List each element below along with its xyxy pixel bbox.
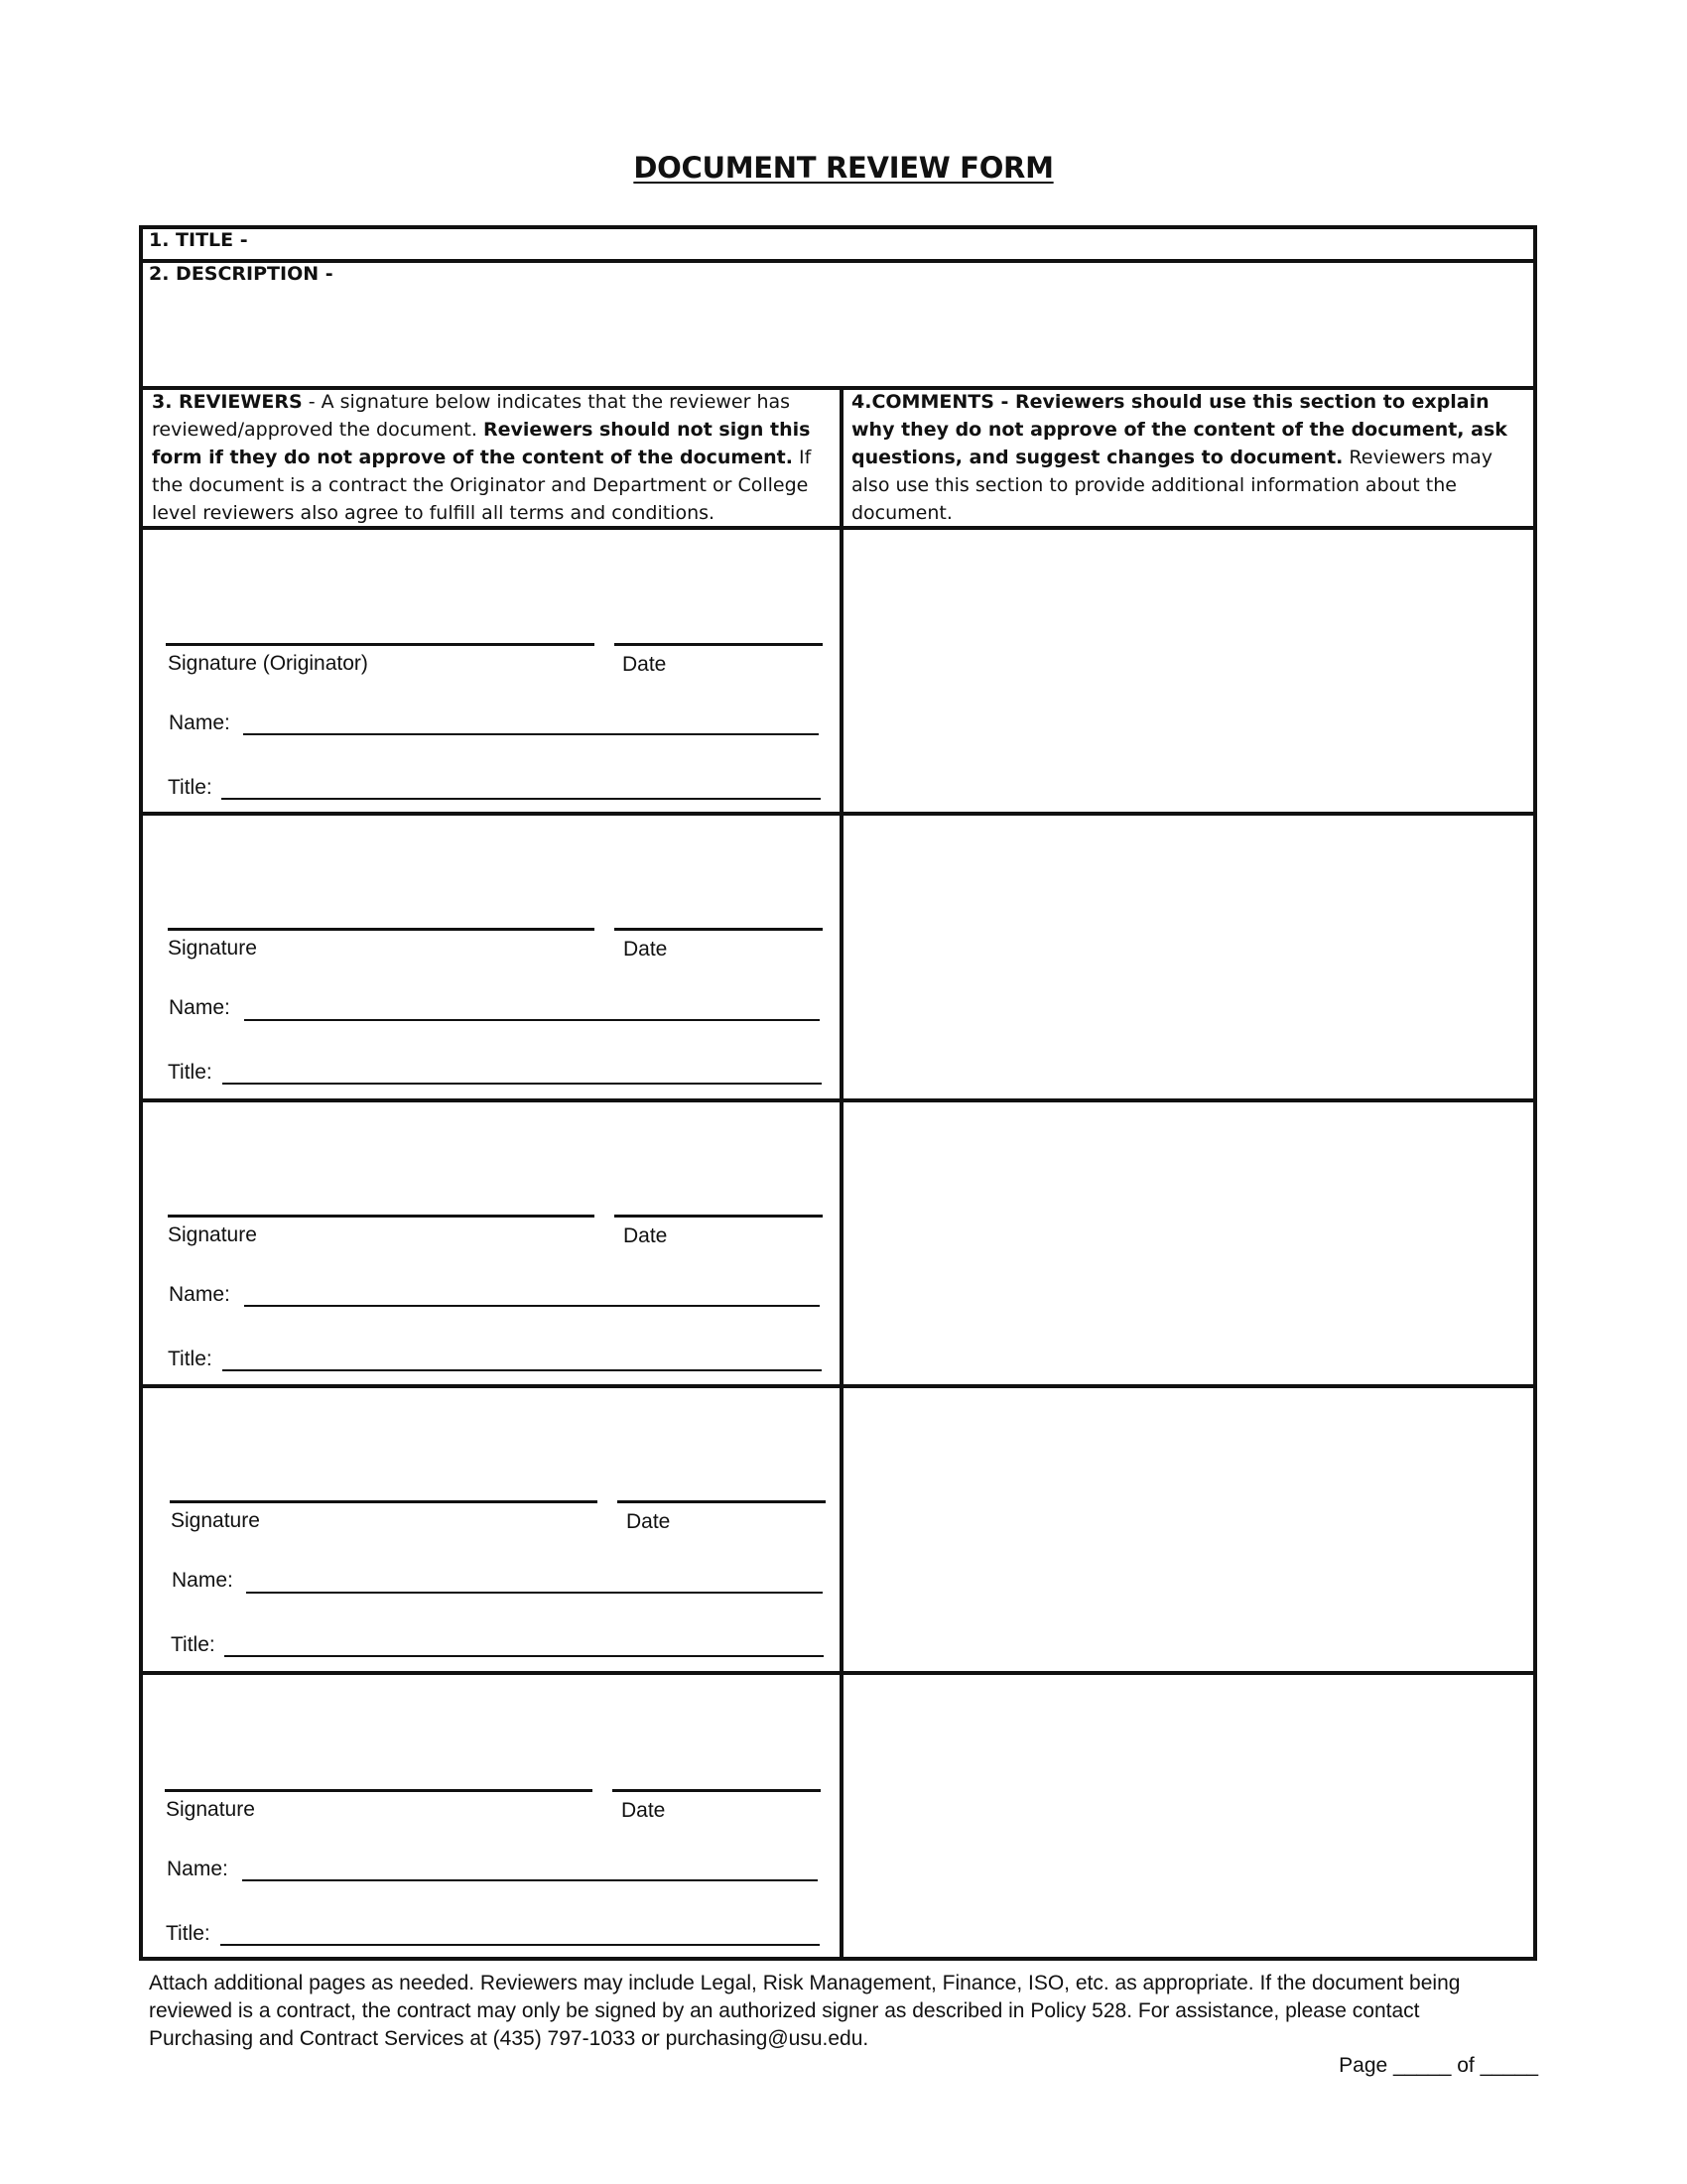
comments-field[interactable] bbox=[845, 532, 1530, 808]
date-line[interactable] bbox=[614, 643, 823, 646]
signature-line[interactable] bbox=[170, 1500, 597, 1503]
name-field[interactable] bbox=[244, 1305, 820, 1307]
description-label: 2. DESCRIPTION - bbox=[149, 263, 333, 285]
date-label: Date bbox=[626, 1510, 671, 1533]
date-line[interactable] bbox=[614, 928, 823, 931]
title-field-label: Title: bbox=[168, 1061, 212, 1084]
signature-label: Signature bbox=[168, 1223, 257, 1246]
title-field[interactable] bbox=[222, 1369, 822, 1371]
date-label: Date bbox=[621, 1799, 666, 1822]
title-field[interactable] bbox=[222, 1083, 822, 1085]
reviewers-heading: 3. REVIEWERS bbox=[152, 391, 303, 413]
signature-line[interactable] bbox=[166, 643, 594, 646]
name-label: Name: bbox=[172, 1569, 233, 1592]
block-divider bbox=[139, 1384, 1537, 1388]
name-field[interactable] bbox=[246, 1592, 823, 1594]
block-divider bbox=[139, 1671, 1537, 1675]
title-field-label: Title: bbox=[168, 1348, 212, 1370]
description-field[interactable] bbox=[149, 292, 1528, 385]
page-title: DOCUMENT REVIEW FORM bbox=[633, 151, 1054, 185]
block-divider bbox=[139, 812, 1537, 816]
title-field[interactable] bbox=[221, 798, 821, 800]
signature-line[interactable] bbox=[165, 1789, 592, 1792]
name-label: Name: bbox=[169, 996, 230, 1019]
title-field-label: Title: bbox=[166, 1922, 210, 1945]
title-field[interactable] bbox=[224, 1655, 824, 1657]
header-divider bbox=[139, 526, 1537, 530]
signature-label: Signature bbox=[168, 937, 257, 960]
date-label: Date bbox=[623, 938, 668, 961]
signature-line[interactable] bbox=[168, 928, 594, 931]
title-label: 1. TITLE - bbox=[149, 229, 248, 251]
date-line[interactable] bbox=[617, 1500, 826, 1503]
date-line[interactable] bbox=[614, 1215, 823, 1218]
title-field-label: Title: bbox=[171, 1633, 215, 1656]
signature-label: Signature bbox=[166, 1798, 255, 1821]
name-label: Name: bbox=[169, 1283, 230, 1306]
name-label: Name: bbox=[167, 1858, 228, 1880]
comments-instructions: 4.COMMENTS - Reviewers should use this section to explain why they do not approve of the content of the document, ask questions, and suggest changes to document. Reviewers may also use this section to provide additional information about the document. bbox=[851, 391, 1507, 524]
comments-heading: 4.COMMENTS bbox=[851, 391, 994, 413]
title-divider bbox=[139, 259, 1537, 263]
title-field-label: Title: bbox=[168, 776, 212, 799]
footer-note: Attach additional pages as needed. Reviewers may include Legal, Risk Management, Finance, ISO, etc. as appropriate. If the document being reviewed is a contract, the contract may only be signed by an authorized signer as described in Policy 528. For assistance, please contact Purchasing and Contract Services at (435) 797-1033 or purchasing@usu.edu. bbox=[149, 1972, 1461, 2050]
name-field[interactable] bbox=[243, 733, 819, 735]
signature-label: Signature (Originator) bbox=[168, 652, 368, 675]
date-label: Date bbox=[623, 1224, 668, 1247]
name-label: Name: bbox=[169, 711, 230, 734]
reviewers-instructions: 3. REVIEWERS - A signature below indicates that the reviewer has reviewed/approved the document. Reviewers should not sign this form if they do not approve of the content of the document. If the document is a contract the Originator and Department or College level reviewers also agree to fulfill all terms and conditions. bbox=[152, 391, 812, 524]
comments-field[interactable] bbox=[845, 1104, 1530, 1380]
title-field[interactable] bbox=[220, 1944, 820, 1946]
comments-field[interactable] bbox=[845, 1677, 1530, 1957]
block-divider bbox=[139, 1098, 1537, 1102]
comments-field[interactable] bbox=[845, 818, 1530, 1094]
signature-line[interactable] bbox=[168, 1215, 594, 1218]
signature-label: Signature bbox=[171, 1509, 260, 1532]
name-field[interactable] bbox=[244, 1019, 820, 1021]
column-divider bbox=[840, 386, 844, 1961]
comments-field[interactable] bbox=[845, 1390, 1530, 1667]
name-field[interactable] bbox=[242, 1879, 818, 1881]
date-line[interactable] bbox=[612, 1789, 821, 1792]
date-label: Date bbox=[622, 653, 667, 676]
page-number: Page _____ of _____ bbox=[1339, 2054, 1538, 2077]
title-field[interactable] bbox=[258, 229, 1528, 257]
